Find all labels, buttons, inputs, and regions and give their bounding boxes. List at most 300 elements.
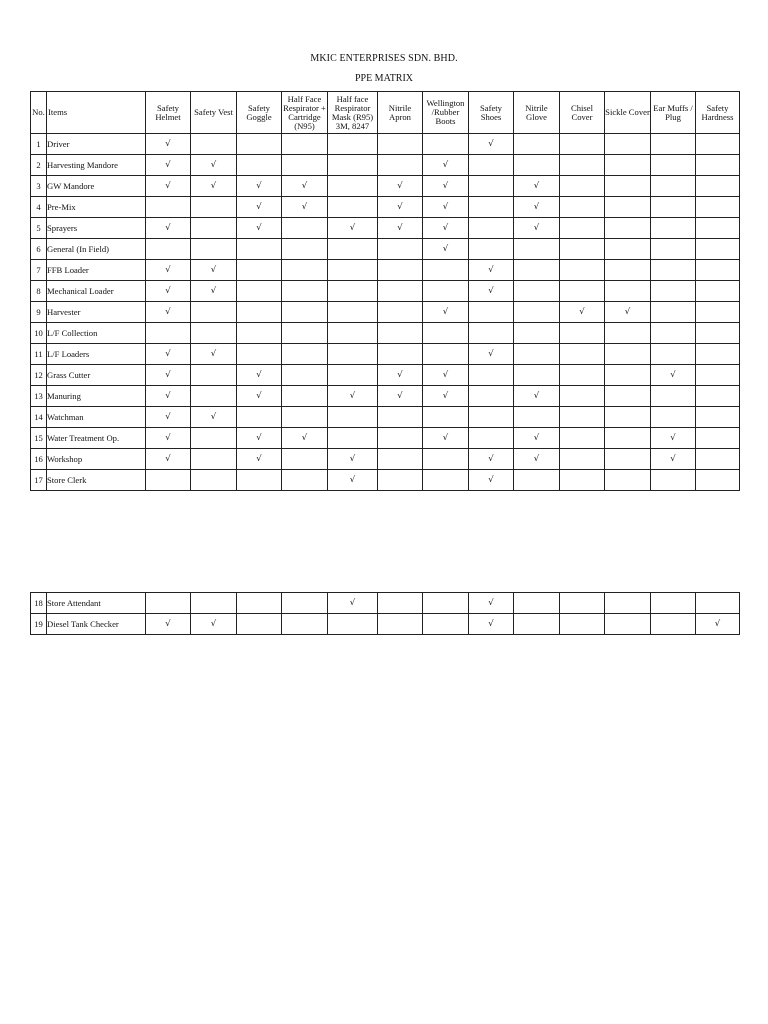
empty-cell	[605, 197, 651, 218]
empty-cell	[560, 281, 605, 302]
empty-cell	[560, 155, 605, 176]
empty-cell	[560, 470, 605, 491]
empty-cell	[605, 155, 651, 176]
empty-cell	[696, 365, 740, 386]
check-mark-cell: √	[146, 365, 191, 386]
row-number: 16	[31, 449, 47, 470]
empty-cell	[146, 239, 191, 260]
check-mark-cell: √	[514, 386, 560, 407]
empty-cell	[282, 302, 328, 323]
column-header-safety-hardness: Safety Hardness	[696, 92, 740, 134]
empty-cell	[328, 239, 378, 260]
empty-cell	[328, 197, 378, 218]
empty-cell	[605, 470, 651, 491]
empty-cell	[237, 155, 282, 176]
empty-cell	[378, 323, 423, 344]
empty-cell	[146, 593, 191, 614]
column-header-half-face-respirator-cartridge: Half Face Respirator + Cartridge (N95)	[282, 92, 328, 134]
empty-cell	[328, 344, 378, 365]
empty-cell	[378, 239, 423, 260]
row-number: 11	[31, 344, 47, 365]
empty-cell	[237, 260, 282, 281]
table-row	[31, 344, 740, 365]
empty-cell	[469, 197, 514, 218]
empty-cell	[423, 260, 469, 281]
empty-cell	[191, 302, 237, 323]
check-mark-cell: √	[282, 176, 328, 197]
empty-cell	[651, 176, 696, 197]
empty-cell	[378, 449, 423, 470]
check-mark-cell: √	[514, 218, 560, 239]
empty-cell	[328, 302, 378, 323]
empty-cell	[696, 302, 740, 323]
row-item: Harvesting Mandore	[47, 155, 146, 176]
empty-cell	[191, 449, 237, 470]
empty-cell	[469, 428, 514, 449]
check-mark-cell: √	[378, 386, 423, 407]
table-row	[31, 449, 740, 470]
empty-cell	[651, 614, 696, 635]
empty-cell	[282, 470, 328, 491]
empty-cell	[605, 449, 651, 470]
empty-cell	[423, 593, 469, 614]
table-body	[31, 134, 740, 491]
empty-cell	[237, 614, 282, 635]
empty-cell	[237, 344, 282, 365]
empty-cell	[282, 260, 328, 281]
check-mark-cell: √	[191, 614, 237, 635]
empty-cell	[237, 407, 282, 428]
check-mark-cell: √	[146, 344, 191, 365]
empty-cell	[696, 176, 740, 197]
check-mark-cell: √	[191, 155, 237, 176]
empty-cell	[282, 614, 328, 635]
empty-cell	[423, 614, 469, 635]
column-header-nitrile-glove: Nitrile Glove	[514, 92, 560, 134]
empty-cell	[237, 134, 282, 155]
row-number: 17	[31, 470, 47, 491]
empty-cell	[469, 323, 514, 344]
column-header-no: No.	[31, 92, 47, 134]
row-item: General (In Field)	[47, 239, 146, 260]
empty-cell	[282, 386, 328, 407]
empty-cell	[423, 449, 469, 470]
empty-cell	[651, 386, 696, 407]
empty-cell	[651, 281, 696, 302]
empty-cell	[282, 239, 328, 260]
column-header-items: Items	[47, 92, 146, 134]
empty-cell	[328, 134, 378, 155]
row-item: Store Attendant	[47, 593, 146, 614]
empty-cell	[514, 155, 560, 176]
empty-cell	[237, 323, 282, 344]
empty-cell	[423, 134, 469, 155]
empty-cell	[560, 260, 605, 281]
row-number: 2	[31, 155, 47, 176]
check-mark-cell: √	[469, 614, 514, 635]
check-mark-cell: √	[282, 428, 328, 449]
empty-cell	[651, 155, 696, 176]
empty-cell	[328, 365, 378, 386]
empty-cell	[423, 407, 469, 428]
empty-cell	[191, 218, 237, 239]
column-header-chisel-cover: Chisel Cover	[560, 92, 605, 134]
check-mark-cell: √	[469, 344, 514, 365]
check-mark-cell: √	[237, 449, 282, 470]
empty-cell	[146, 323, 191, 344]
table-row	[31, 176, 740, 197]
empty-cell	[378, 302, 423, 323]
empty-cell	[651, 323, 696, 344]
check-mark-cell: √	[237, 365, 282, 386]
empty-cell	[696, 470, 740, 491]
empty-cell	[282, 218, 328, 239]
check-mark-cell: √	[237, 197, 282, 218]
check-mark-cell: √	[423, 218, 469, 239]
empty-cell	[560, 614, 605, 635]
check-mark-cell: √	[469, 260, 514, 281]
empty-cell	[191, 134, 237, 155]
check-mark-cell: √	[191, 281, 237, 302]
row-item: Sprayers	[47, 218, 146, 239]
check-mark-cell: √	[146, 614, 191, 635]
check-mark-cell: √	[146, 134, 191, 155]
empty-cell	[282, 134, 328, 155]
empty-cell	[514, 365, 560, 386]
column-header-wellington-boots: Wellington /Rubber Boots	[423, 92, 469, 134]
empty-cell	[191, 197, 237, 218]
empty-cell	[605, 176, 651, 197]
check-mark-cell: √	[423, 428, 469, 449]
empty-cell	[560, 386, 605, 407]
check-mark-cell: √	[328, 470, 378, 491]
row-number: 6	[31, 239, 47, 260]
row-number: 10	[31, 323, 47, 344]
column-header-safety-vest: Safety Vest	[191, 92, 237, 134]
empty-cell	[237, 281, 282, 302]
empty-cell	[237, 470, 282, 491]
check-mark-cell: √	[328, 449, 378, 470]
empty-cell	[378, 593, 423, 614]
table-row	[31, 593, 740, 614]
check-mark-cell: √	[469, 281, 514, 302]
empty-cell	[191, 470, 237, 491]
empty-cell	[651, 470, 696, 491]
empty-cell	[560, 197, 605, 218]
empty-cell	[191, 239, 237, 260]
row-number: 3	[31, 176, 47, 197]
empty-cell	[696, 593, 740, 614]
row-item: Harvester	[47, 302, 146, 323]
check-mark-cell: √	[237, 386, 282, 407]
check-mark-cell: √	[378, 365, 423, 386]
empty-cell	[328, 407, 378, 428]
row-number: 5	[31, 218, 47, 239]
empty-cell	[282, 593, 328, 614]
empty-cell	[328, 323, 378, 344]
empty-cell	[378, 134, 423, 155]
row-item: Manuring	[47, 386, 146, 407]
check-mark-cell: √	[191, 260, 237, 281]
check-mark-cell: √	[328, 218, 378, 239]
empty-cell	[514, 302, 560, 323]
table-row	[31, 260, 740, 281]
check-mark-cell: √	[469, 470, 514, 491]
table-row	[31, 428, 740, 449]
empty-cell	[514, 134, 560, 155]
empty-cell	[282, 365, 328, 386]
empty-cell	[605, 365, 651, 386]
row-number: 1	[31, 134, 47, 155]
empty-cell	[651, 197, 696, 218]
empty-cell	[514, 593, 560, 614]
table-row	[31, 365, 740, 386]
check-mark-cell: √	[469, 593, 514, 614]
empty-cell	[191, 365, 237, 386]
row-item: L/F Loaders	[47, 344, 146, 365]
empty-cell	[651, 134, 696, 155]
row-item: Diesel Tank Checker	[47, 614, 146, 635]
table-row	[31, 323, 740, 344]
empty-cell	[378, 155, 423, 176]
document-title: PPE MATRIX	[354, 73, 414, 84]
table-row	[31, 407, 740, 428]
empty-cell	[696, 407, 740, 428]
empty-cell	[560, 218, 605, 239]
empty-cell	[378, 614, 423, 635]
check-mark-cell: √	[191, 176, 237, 197]
check-mark-cell: √	[146, 407, 191, 428]
empty-cell	[605, 407, 651, 428]
empty-cell	[146, 470, 191, 491]
check-mark-cell: √	[146, 218, 191, 239]
empty-cell	[560, 449, 605, 470]
empty-cell	[605, 260, 651, 281]
check-mark-cell: √	[191, 344, 237, 365]
check-mark-cell: √	[469, 449, 514, 470]
empty-cell	[514, 614, 560, 635]
row-number: 14	[31, 407, 47, 428]
row-number: 18	[31, 593, 47, 614]
empty-cell	[560, 176, 605, 197]
empty-cell	[696, 239, 740, 260]
check-mark-cell: √	[423, 365, 469, 386]
row-item: Mechanical Loader	[47, 281, 146, 302]
check-mark-cell: √	[651, 449, 696, 470]
check-mark-cell: √	[378, 197, 423, 218]
empty-cell	[696, 218, 740, 239]
empty-cell	[560, 239, 605, 260]
check-mark-cell: √	[378, 176, 423, 197]
empty-cell	[237, 302, 282, 323]
check-mark-cell: √	[469, 134, 514, 155]
check-mark-cell: √	[514, 428, 560, 449]
empty-cell	[282, 281, 328, 302]
empty-cell	[696, 449, 740, 470]
check-mark-cell: √	[146, 155, 191, 176]
check-mark-cell: √	[696, 614, 740, 635]
empty-cell	[191, 428, 237, 449]
column-header-ear-muffs-plug: Ear Muffs / Plug	[651, 92, 696, 134]
check-mark-cell: √	[423, 176, 469, 197]
column-header-safety-shoes: Safety Shoes	[469, 92, 514, 134]
empty-cell	[651, 218, 696, 239]
check-mark-cell: √	[651, 365, 696, 386]
empty-cell	[191, 593, 237, 614]
table-row	[31, 281, 740, 302]
empty-cell	[651, 239, 696, 260]
row-item: FFB Loader	[47, 260, 146, 281]
column-header-safety-helmet: Safety Helmet	[146, 92, 191, 134]
table-row	[31, 239, 740, 260]
empty-cell	[696, 155, 740, 176]
empty-cell	[651, 593, 696, 614]
empty-cell	[696, 134, 740, 155]
empty-cell	[696, 281, 740, 302]
empty-cell	[328, 428, 378, 449]
check-mark-cell: √	[328, 386, 378, 407]
empty-cell	[378, 470, 423, 491]
empty-cell	[469, 365, 514, 386]
check-mark-cell: √	[146, 428, 191, 449]
check-mark-cell: √	[146, 302, 191, 323]
empty-cell	[696, 260, 740, 281]
empty-cell	[605, 344, 651, 365]
check-mark-cell: √	[423, 302, 469, 323]
check-mark-cell: √	[378, 218, 423, 239]
empty-cell	[237, 593, 282, 614]
check-mark-cell: √	[146, 281, 191, 302]
check-mark-cell: √	[605, 302, 651, 323]
empty-cell	[328, 176, 378, 197]
empty-cell	[423, 281, 469, 302]
check-mark-cell: √	[423, 197, 469, 218]
empty-cell	[514, 239, 560, 260]
column-header-safety-goggle: Safety Goggle	[237, 92, 282, 134]
row-number: 9	[31, 302, 47, 323]
row-number: 7	[31, 260, 47, 281]
empty-cell	[696, 323, 740, 344]
column-header-half-face-respirator-mask: Half face Respirator Mask (R95) 3M, 8247	[328, 92, 378, 134]
empty-cell	[282, 407, 328, 428]
empty-cell	[469, 218, 514, 239]
table-row	[31, 218, 740, 239]
empty-cell	[146, 197, 191, 218]
empty-cell	[469, 302, 514, 323]
check-mark-cell: √	[328, 593, 378, 614]
empty-cell	[282, 323, 328, 344]
company-name: MKIC ENTERPRISES SDN. BHD.	[310, 53, 458, 64]
table-row	[31, 614, 740, 635]
table-row	[31, 134, 740, 155]
empty-cell	[469, 407, 514, 428]
empty-cell	[469, 239, 514, 260]
check-mark-cell: √	[514, 176, 560, 197]
empty-cell	[469, 155, 514, 176]
empty-cell	[378, 281, 423, 302]
row-item: Water Treatment Op.	[47, 428, 146, 449]
row-item: Store Clerk	[47, 470, 146, 491]
empty-cell	[282, 344, 328, 365]
empty-cell	[605, 239, 651, 260]
check-mark-cell: √	[423, 155, 469, 176]
ppe-matrix-table	[30, 91, 740, 491]
check-mark-cell: √	[651, 428, 696, 449]
empty-cell	[560, 323, 605, 344]
empty-cell	[560, 428, 605, 449]
empty-cell	[605, 428, 651, 449]
empty-cell	[282, 449, 328, 470]
check-mark-cell: √	[146, 449, 191, 470]
column-header-sickle-cover: Sickle Cover	[605, 92, 651, 134]
empty-cell	[378, 407, 423, 428]
empty-cell	[378, 260, 423, 281]
empty-cell	[560, 365, 605, 386]
empty-cell	[696, 344, 740, 365]
empty-cell	[696, 197, 740, 218]
empty-cell	[651, 344, 696, 365]
row-item: Driver	[47, 134, 146, 155]
empty-cell	[514, 344, 560, 365]
check-mark-cell: √	[191, 407, 237, 428]
check-mark-cell: √	[146, 176, 191, 197]
check-mark-cell: √	[514, 449, 560, 470]
row-item: Grass Cutter	[47, 365, 146, 386]
table-row	[31, 197, 740, 218]
table-row	[31, 386, 740, 407]
check-mark-cell: √	[423, 239, 469, 260]
row-number: 12	[31, 365, 47, 386]
table-row	[31, 302, 740, 323]
empty-cell	[378, 428, 423, 449]
check-mark-cell: √	[237, 428, 282, 449]
empty-cell	[605, 593, 651, 614]
check-mark-cell: √	[514, 197, 560, 218]
empty-cell	[560, 344, 605, 365]
empty-cell	[560, 593, 605, 614]
table-body-continued	[31, 593, 740, 635]
empty-cell	[469, 386, 514, 407]
empty-cell	[696, 428, 740, 449]
empty-cell	[514, 407, 560, 428]
empty-cell	[328, 614, 378, 635]
empty-cell	[605, 323, 651, 344]
row-item: Pre-Mix	[47, 197, 146, 218]
empty-cell	[605, 614, 651, 635]
empty-cell	[423, 323, 469, 344]
row-item: L/F Collection	[47, 323, 146, 344]
row-number: 8	[31, 281, 47, 302]
table-row	[31, 470, 740, 491]
empty-cell	[423, 344, 469, 365]
empty-cell	[605, 134, 651, 155]
empty-cell	[514, 260, 560, 281]
empty-cell	[605, 386, 651, 407]
empty-cell	[696, 386, 740, 407]
empty-cell	[514, 470, 560, 491]
empty-cell	[560, 407, 605, 428]
empty-cell	[560, 134, 605, 155]
row-item: Watchman	[47, 407, 146, 428]
empty-cell	[605, 281, 651, 302]
empty-cell	[514, 281, 560, 302]
ppe-matrix-table-continued	[30, 592, 740, 635]
empty-cell	[191, 323, 237, 344]
empty-cell	[328, 281, 378, 302]
check-mark-cell: √	[282, 197, 328, 218]
row-number: 4	[31, 197, 47, 218]
empty-cell	[282, 155, 328, 176]
